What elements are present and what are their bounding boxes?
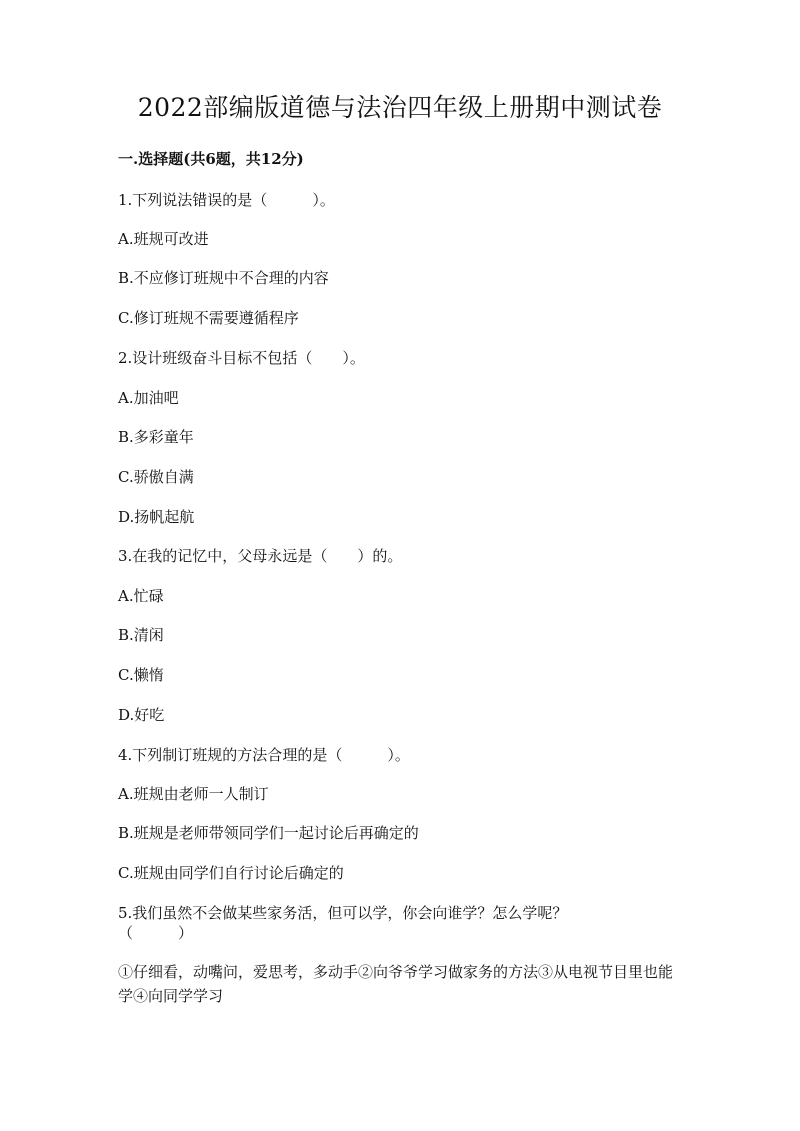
question-2-stem: 2.设计班级奋斗目标不包括（ ）。 [118, 349, 365, 367]
question-1-option-a: A.班规可改进 [118, 230, 209, 248]
question-5-answer-blank: （ ） [118, 924, 194, 942]
question-4-option-c: C.班规由同学们自行讨论后确定的 [118, 864, 344, 882]
question-1-option-b: B.不应修订班规中不合理的内容 [118, 269, 329, 287]
question-3-stem: 3.在我的记忆中，父母永远是（ ）的。 [118, 547, 403, 565]
question-4-option-a: A.班规由老师一人制订 [118, 785, 269, 803]
question-3-option-a: A.忙碌 [118, 587, 164, 605]
question-3-option-b: B.清闲 [118, 626, 164, 644]
question-3-option-c: C.懒惰 [118, 666, 164, 684]
question-1-stem: 1.下列说法错误的是（ ）。 [118, 191, 335, 209]
question-2-option-c: C.骄傲自满 [118, 468, 194, 486]
exam-title: 2022部编版道德与法治四年级上册期中测试卷 [137, 93, 663, 122]
question-5-statements: ①仔细看，动嘴问，爱思考，多动手②向爷爷学习做家务的方法③从电视节目里也能学④向同学学习 [118, 963, 674, 1005]
question-4-stem: 4.下列制订班规的方法合理的是（ ）。 [118, 746, 410, 764]
question-3-option-d: D.好吃 [118, 706, 165, 724]
section-heading: 一.选择题(共6题，共12分) [118, 150, 304, 168]
question-2-option-b: B.多彩童年 [118, 428, 194, 446]
question-5-stem: 5.我们虽然不会做某些家务活，但可以学，你会向谁学？怎么学呢？ [118, 904, 568, 922]
question-4-option-b: B.班规是老师带领同学们一起讨论后再确定的 [118, 824, 419, 842]
question-1-option-c: C.修订班规不需要遵循程序 [118, 309, 299, 327]
question-2-option-a: A.加油吧 [118, 389, 179, 407]
question-2-option-d: D.扬帆起航 [118, 508, 195, 526]
